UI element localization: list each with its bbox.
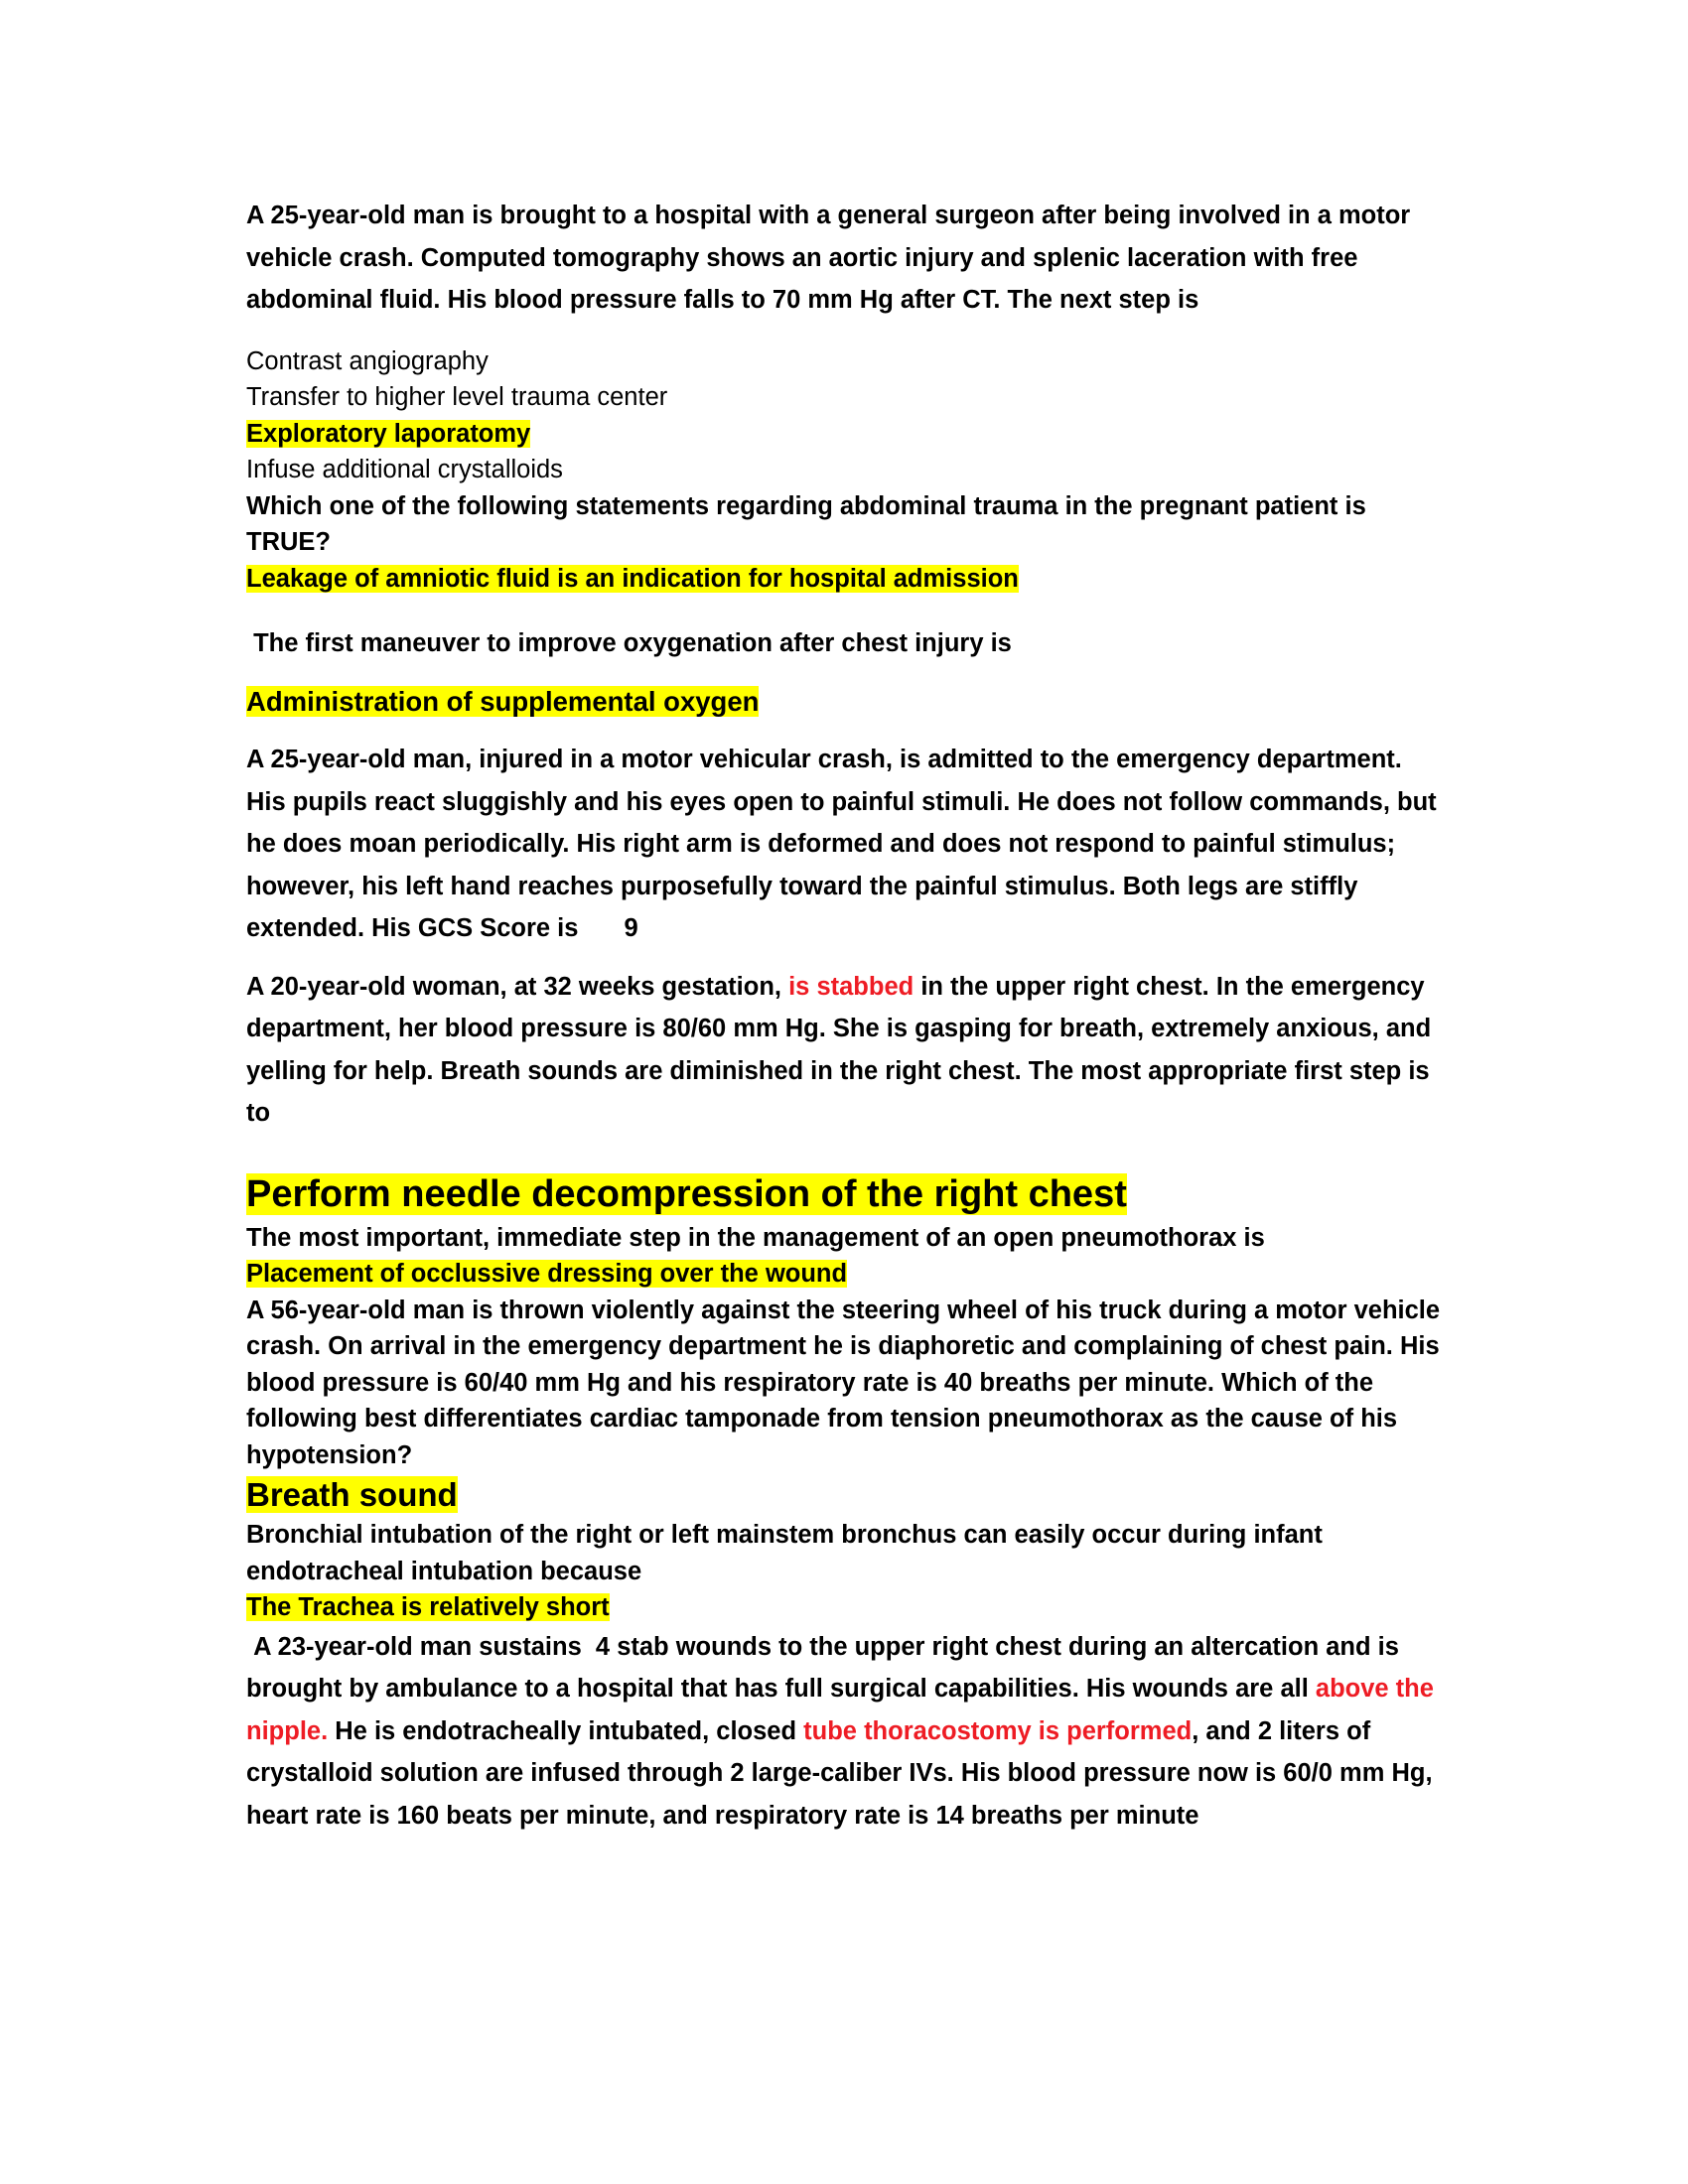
question-9-text-c: , and 2 liters of crystalloid solution are infused through 2 large-caliber IVs. His blood pressure now is 60/0 mm Hg, heart rate is 160 beats per minute, and respiratory rate is 14 breaths per minute: [246, 1716, 1440, 1830]
question-3-answer: [246, 681, 1448, 724]
question-8-stem: Bronchial intubation of the right or left mainstem bronchus can easily occur during infant endotracheal intubation because: [246, 1521, 1323, 1585]
question-4-stem: [246, 739, 1448, 950]
question-5-stem: [246, 966, 1448, 1135]
question-9-text-a: A 23-year-old man sustains 4 stab wounds to the upper right chest during an altercation and is brought by ambulance to a hospital that has full surgical capabilities. His wounds are all: [246, 1632, 1407, 1703]
answer-highlight: Leakage of amniotic fluid is an indication for hospital admission: [246, 564, 1019, 593]
document-page: [246, 195, 1448, 1837]
question-4-text: A 25-year-old man, injured in a motor vehicular crash, is admitted to the emergency department. His pupils react sluggishly and his eyes open to painful stimuli. He does not follow commands, but he does moan periodically. His right arm is deformed and does not respond to painful stimulus; however, his left hand reaches purposefully toward the painful stimulus. Both legs are stiffly extended. His GCS Score is: [246, 746, 1437, 942]
question-2-answer: [246, 561, 1448, 598]
answer-highlight: Perform needle decompression of the right chest: [246, 1172, 1127, 1215]
question-9-emphasis-b: tube thoracostomy is performed: [803, 1716, 1193, 1745]
question-9-emphasis-a: above the nipple.: [246, 1675, 1442, 1745]
question-6-stem: The most important, immediate step in the management of an open pneumothorax is: [246, 1223, 1265, 1252]
question-5-answer: [246, 1168, 1448, 1220]
question-2-stem: Which one of the following statements regarding abdominal trauma in the pregnant patient is TRUE?: [246, 491, 1366, 556]
answer-highlight: The Trachea is relatively short: [246, 1593, 610, 1621]
question-7-answer: [246, 1473, 1448, 1517]
question-5-text-b: in the upper right chest. In the emergency department, her blood pressure is 80/60 mm Hg. She is gasping for breath, extremely anxious, and yelling for help. Breath sounds are diminished in the right chest. The most appropriate first step is to: [246, 972, 1432, 1127]
answer-highlight: Administration of supplemental oxygen: [246, 685, 760, 717]
question-3-stem: The first maneuver to improve oxygenation after chest injury is: [246, 629, 1012, 657]
option-exploratory-laparotomy-answer: [246, 416, 1448, 453]
answer-highlight: Placement of occlussive dressing over the wound: [246, 1260, 848, 1288]
answer-highlight: Breath sound: [246, 1476, 458, 1513]
option-contrast-angiography: Contrast angiography: [246, 346, 489, 375]
question-1-stem: A 25-year-old man is brought to a hospital with a general surgeon after being involved in a motor vehicle crash. Computed tomography shows an aortic injury and splenic laceration with free abdominal fluid. His blood pressure falls to 70 mm Hg after CT. The next step is: [246, 202, 1411, 314]
question-9-stem: [246, 1626, 1448, 1838]
question-5-emphasis: is stabbed: [788, 972, 914, 1001]
question-5-text-a: A 20-year-old woman, at 32 weeks gestation,: [246, 972, 781, 1001]
question-9-text-b: He is endotracheally intubated, closed: [335, 1716, 797, 1745]
option-transfer: Transfer to higher level trauma center: [246, 383, 668, 411]
option-infuse-crystalloids: Infuse additional crystalloids: [246, 456, 563, 483]
question-4-answer: 9: [624, 914, 638, 942]
question-6-answer: [246, 1256, 1448, 1293]
question-7-stem: A 56-year-old man is thrown violently against the steering wheel of his truck during a motor vehicle crash. On arrival in the emergency department he is diaphoretic and complaining of chest pain. His blood pressure is 60/40 mm Hg and his respiratory rate is 40 breaths per minute. Which of the following best differentiates cardiac tamponade from tension pneumothorax as the cause of his hypotension?: [246, 1296, 1441, 1469]
question-8-answer: [246, 1589, 1448, 1626]
answer-highlight: Exploratory laporatomy: [246, 419, 531, 448]
question-1-options: [246, 343, 1448, 488]
